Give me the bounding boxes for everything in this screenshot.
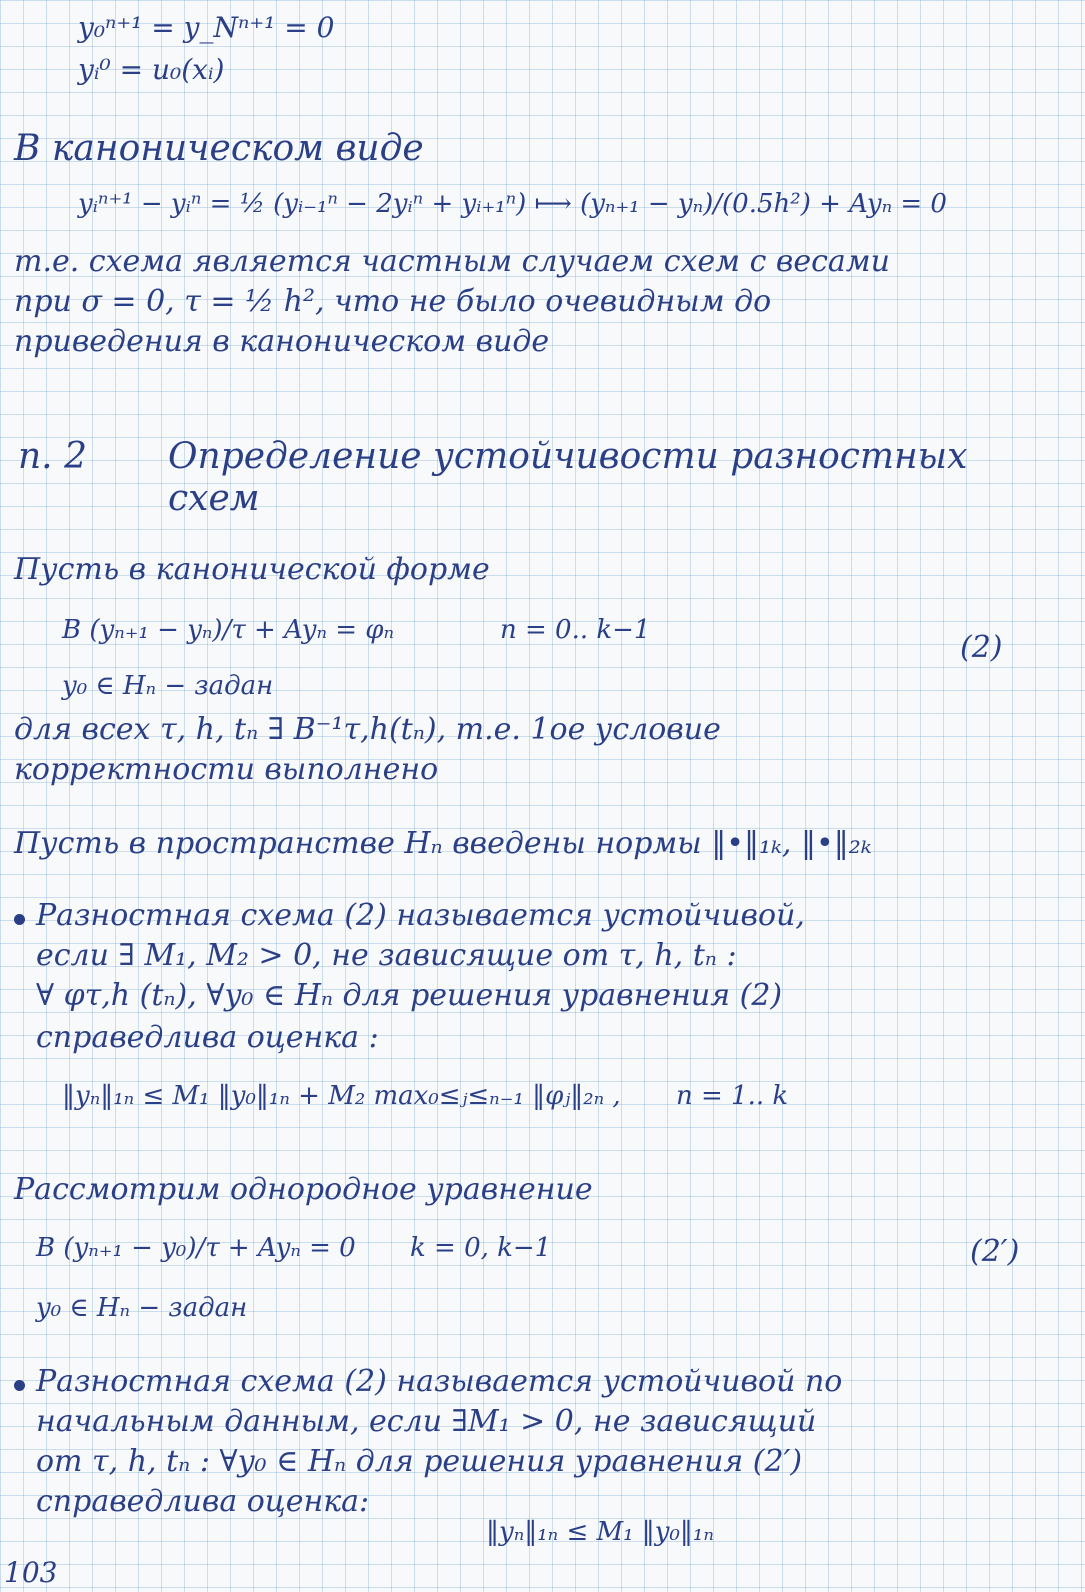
definition-line: если ∃ M₁, M₂ > 0, не зависящие от τ, h, tₙ : [36, 938, 737, 973]
text-line: приведения в каноническом виде [14, 324, 550, 359]
page-number: 103 [4, 1556, 58, 1589]
definition-line: Разностная схема (2) называется устойчивой, [36, 898, 805, 933]
text-line: для всех τ, h, tₙ ∃ B⁻¹τ,h(tₙ), т.е. 1ое условие [14, 712, 721, 747]
text-line: т.е. схема является частным случаем схем с весами [14, 244, 891, 279]
index-range: k = 0, k−1 [410, 1233, 552, 1263]
text-line: Пусть в пространстве Hₙ введены нормы ‖•‖₁ₖ, ‖•‖₂ₖ [14, 826, 872, 861]
equation-number: (2) [960, 630, 1003, 665]
definition-line: Разностная схема (2) называется устойчивой по [36, 1364, 843, 1399]
text-line: корректности выполнено [14, 752, 439, 787]
initial-data-line: y₀ ∈ Hₙ − задан [62, 671, 274, 701]
scheme-equation: B (yₙ₊₁ − yₙ)/τ + Ayₙ = φₙ [62, 615, 395, 645]
definition-line: справедлива оценка: [36, 1484, 370, 1519]
section-title-continued: схем [168, 478, 260, 519]
boundary-condition-formula: y₀ⁿ⁺¹ = y_Nⁿ⁺¹ = 0 [78, 11, 335, 44]
canonical-form-heading: В каноническом виде [14, 128, 424, 169]
text-line: Рассмотрим однородное уравнение [14, 1172, 593, 1207]
initial-condition-formula: yᵢ⁰ = u₀(xᵢ) [78, 53, 225, 86]
definition-line: от τ, h, tₙ : ∀y₀ ∈ Hₙ для решения уравнения (2′) [36, 1444, 803, 1479]
definition-line: начальным данным, если ∃M₁ > 0, не зависящий [36, 1404, 817, 1439]
bullet-icon [14, 914, 25, 925]
definition-line: справедлива оценка : [36, 1020, 379, 1055]
index-range: n = 0.. k−1 [500, 615, 651, 645]
text-line: Пусть в канонической форме [14, 552, 490, 587]
initial-data-estimate-formula: ‖yₙ‖₁ₙ ≤ M₁ ‖y₀‖₁ₙ [486, 1517, 714, 1547]
stability-estimate-formula: ‖yₙ‖₁ₙ ≤ M₁ ‖y₀‖₁ₙ + M₂ max₀≤ⱼ≤ₙ₋₁ ‖φⱼ‖₂ₙ , [62, 1081, 621, 1111]
equation-number: (2′) [970, 1234, 1020, 1269]
section-title: Определение устойчивости разностных [168, 436, 968, 477]
bullet-icon [14, 1380, 25, 1391]
canonical-form-formula: yᵢⁿ⁺¹ − yᵢⁿ = ½ (yᵢ₋₁ⁿ − 2yᵢⁿ + yᵢ₊₁ⁿ) ⟼ (yₙ₊₁ − yₙ)/(0.5h²) + Ayₙ = 0 [78, 189, 947, 219]
section-number: п. 2 [18, 436, 87, 477]
homogeneous-equation: B (yₙ₊₁ − y₀)/τ + Ayₙ = 0 [36, 1233, 356, 1263]
index-range: n = 1.. k [676, 1081, 789, 1111]
initial-data-line: y₀ ∈ Hₙ − задан [36, 1293, 248, 1323]
definition-line: ∀ φτ,h (tₙ), ∀y₀ ∈ Hₙ для решения уравнения (2) [36, 978, 783, 1013]
text-line: при σ = 0, τ = ½ h², что не было очевидным до [14, 284, 772, 319]
